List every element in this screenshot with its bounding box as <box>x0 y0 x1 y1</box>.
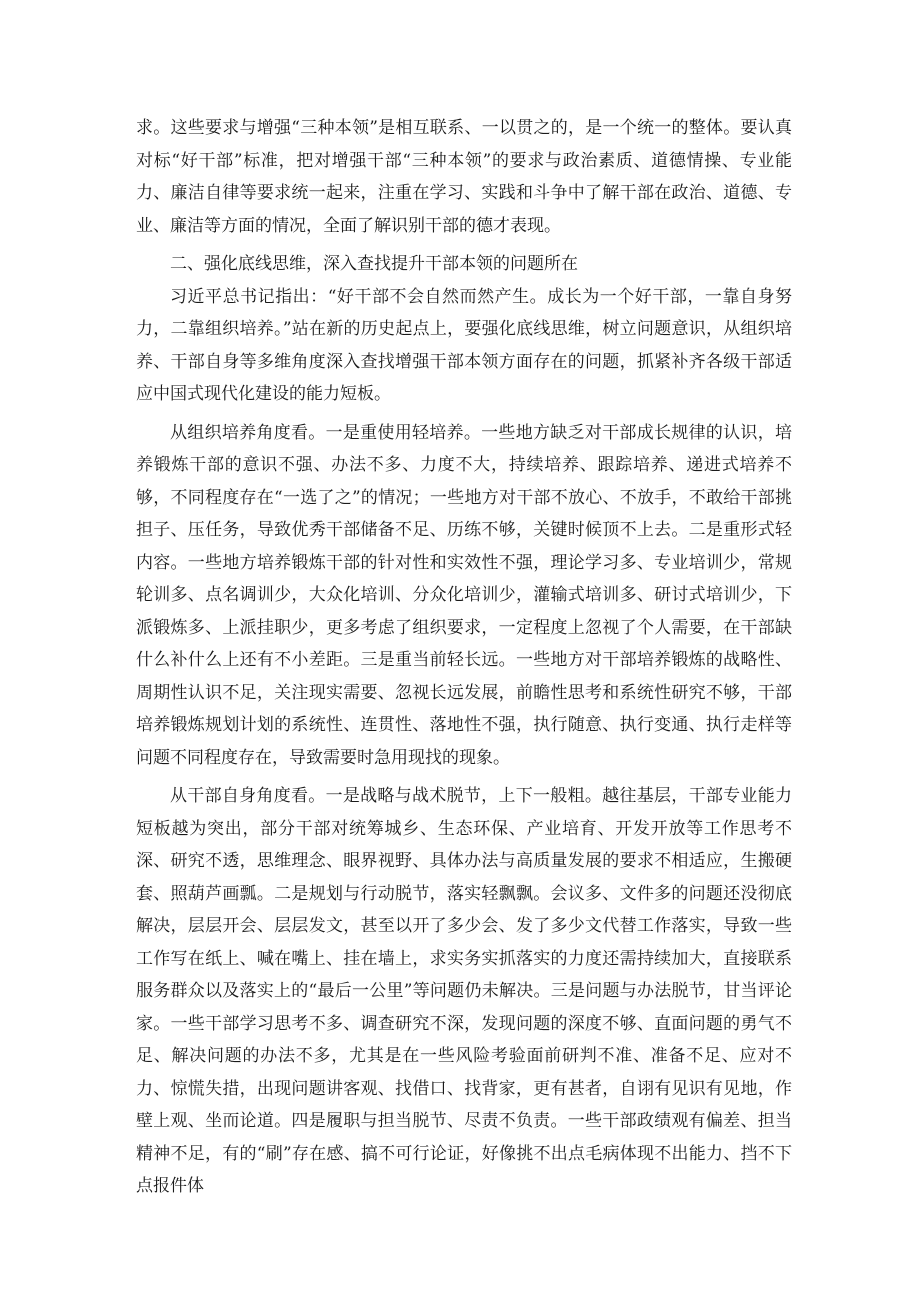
section-heading-2: 二、强化底线思维，深入查找提升干部本领的问题所在 <box>170 254 578 274</box>
paragraph-cadre-self: 从干部自身角度看。一是战略与战术脱节，上下一般粗。越往基层，干部专业能力短板越为突出，部分干部对统筹城乡、生态环保、产业培育、开发开放等工作思考不深、研究不透，思维理念、眼界视野、具体办法与高质量发展的要求不相适应，生搬硬套、照葫芦画瓢。二是规划与行动脱节，落实轻飘飘。会议多、文件多的问题还没彻底解决，层层开会、层层发文，甚至以开了多少会、发了多少文代替工作落实，导致一些工作写在纸上、喊在嘴上、挂在墙上，求实务实抓落实的力度还需持续加大，直接联系服务群众以及落实上的“最后一公里”等问题仍未解决。三是问题与办法脱节，甘当评论家。一些干部学习思考不多、调查研究不深，发现问题的深度不够、直面问题的勇气不足、解决问题的办法不多，尤其是在一些风险考验面前研判不准、准备不足、应对不力、惊慌失措，出现问题讲客观、找借口、找背家，更有甚者，自诩有见识有见地，作壁上观、坐而论道。四是履职与担当脱节、尽责不负责。一些干部政绩观有偏差、担当精神不足，有的“刷”存在感、搞不可行论证，好像挑不出点毛病体现不出能力、挡不下点报件体 <box>136 786 792 1196</box>
paragraph-quote: 习近平总书记指出：“好干部不会自然而然产生。成长为一个好干部，一靠自身努力，二靠组织培养。”站在新的历史起点上，要强化底线思维，树立问题意识，从组织培养、干部自身等多维角度深入查找增强干部本领方面存在的问题，抓紧补齐各级干部适应中国式现代化建设的能力短板。 <box>136 286 792 404</box>
paragraph-continuation: 求。这些要求与增强“三种本领”是相互联系、一以贯之的，是一个统一的整体。要认真对标“好干部”标准，把对增强干部“三种本领”的要求与政治素质、道德情操、专业能力、廉洁自律等要求统一起来，注重在学习、实践和斗争中了解干部在政治、道德、专业、廉洁等方面的情况，全面了解识别干部的德才表现。 <box>136 118 792 236</box>
document-body <box>136 112 792 1203</box>
paragraph-organization-training: 从组织培养角度看。一是重使用轻培养。一些地方缺乏对干部成长规律的认识，培养锻炼干部的意识不强、办法不多、力度不大，持续培养、跟踪培养、递进式培养不够，不同程度存在“一选了之”的情况；一些地方对干部不放心、不放手，不敢给干部挑担子、压任务，导致优秀干部储备不足、历练不够，关键时候顶不上去。二是重形式轻内容。一些地方培养锻炼干部的针对性和实效性不强，理论学习多、专业培训少，常规轮训多、点名调训少，大众化培训、分众化培训少，灌输式培训多、研讨式培训少，下派锻炼多、上派挂职少，更多考虑了组织要求，一定程度上忽视了个人需要，在干部缺什么补什么上还有不小差距。三是重当前轻长远。一些地方对干部培养锻炼的战略性、周期性认识不足，关注现实需要、忽视长远发展，前瞻性思考和系统性研究不够，干部培养锻炼规划计划的系统性、连贯性、落地性不强，执行随意、执行变通、执行走样等问题不同程度存在，导致需要时急用现找的现象。 <box>136 422 792 768</box>
